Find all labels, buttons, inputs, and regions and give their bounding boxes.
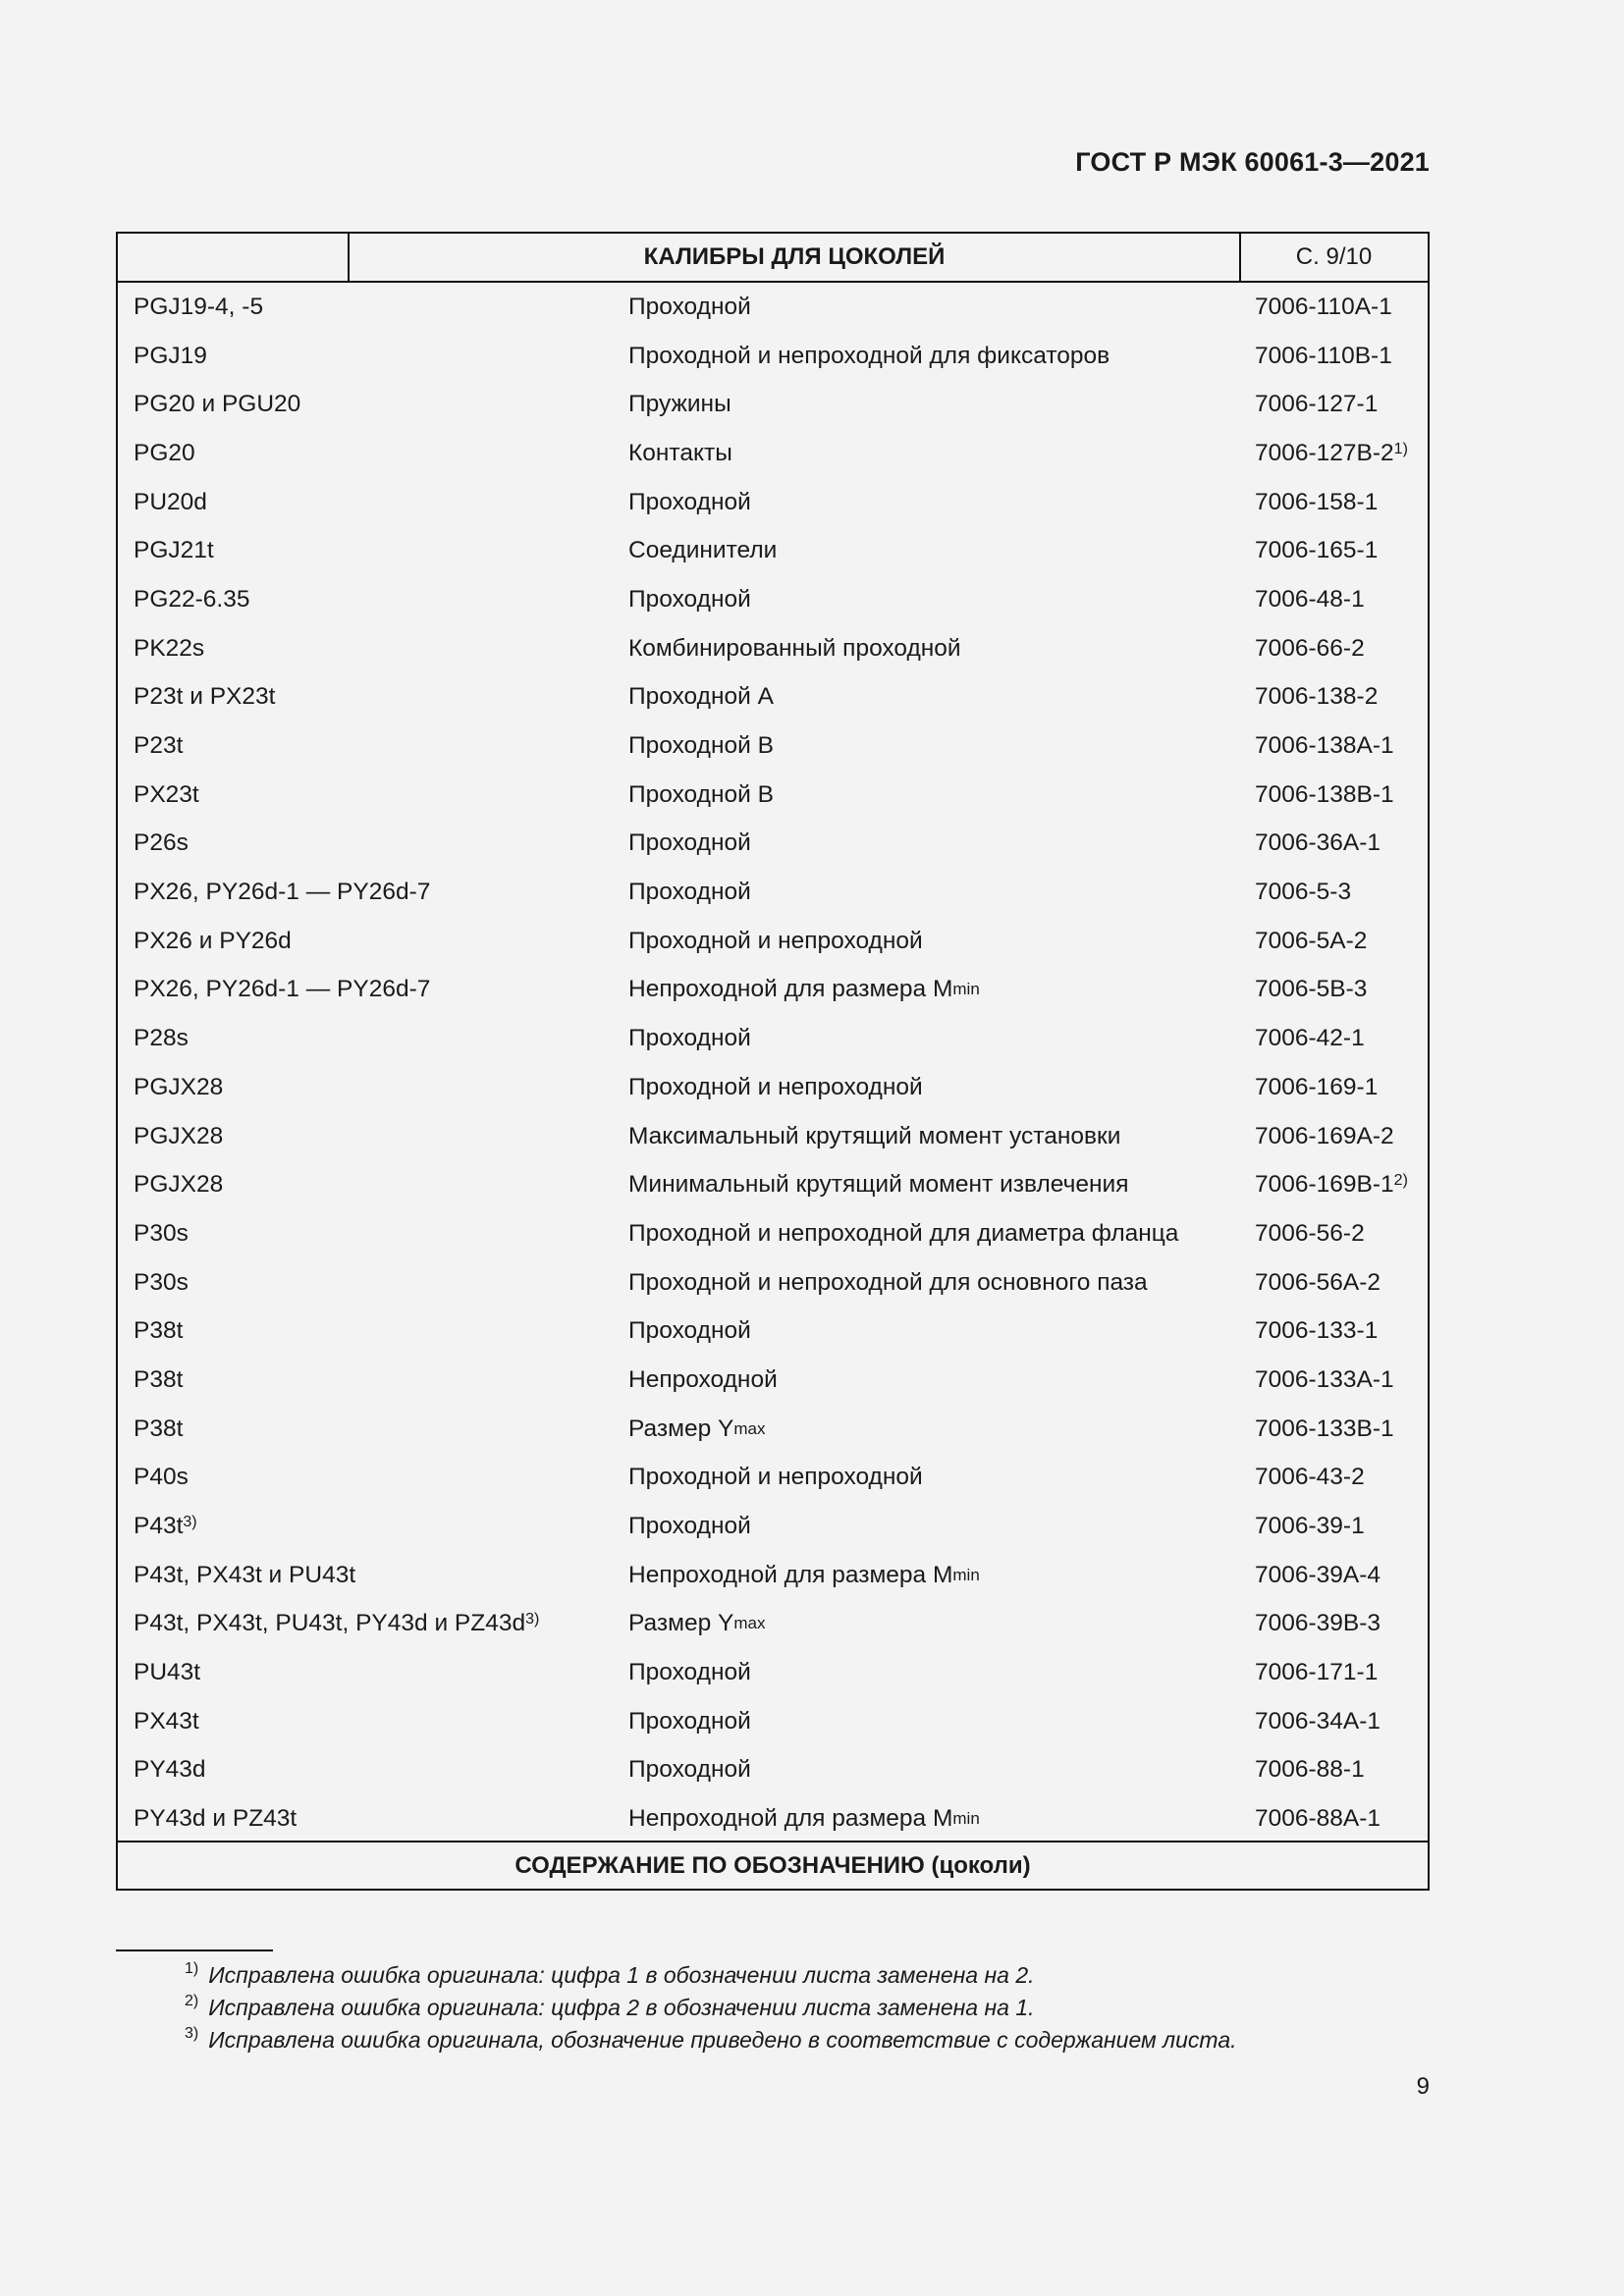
gauge-type-cell [628,1502,751,1551]
table-row [118,1063,1428,1112]
gauge-type-cell [628,1697,751,1746]
gauge-type-cell-text: Проходной [628,1756,751,1784]
table-row [118,575,1428,624]
base-cell-text: PG22-6.35 [134,585,250,613]
table-row [118,478,1428,527]
table-row [118,1697,1428,1746]
gauge-type-cell [628,1746,751,1795]
table-row [118,1014,1428,1063]
gauge-type-cell-text: Минимальный крутящий момент извлечения [628,1171,1129,1199]
base-cell-text: PY43d и PZ43t [134,1805,298,1833]
table-footer: СОДЕРЖАНИЕ ПО ОБОЗНАЧЕНИЮ (цоколи) [118,1841,1428,1889]
gauge-type-cell-text: Проходной [628,829,751,857]
gauge-type-cell-text: Размер Y [628,1415,734,1442]
base-cell [134,429,195,478]
gauge-type-cell-text: Пружины [628,391,731,418]
base-cell-text: PGJ19-4, -5 [134,293,264,320]
base-cell [134,1160,223,1209]
gauge-type-cell-text: Проходной [628,1513,751,1540]
gauge-type-cell: Размер Y max [628,1610,766,1637]
table-body [118,283,1428,1843]
sheet-number-cell-text: 7006-133A-1 [1255,1365,1394,1393]
base-cell-text: PX43t [134,1707,199,1735]
sheet-number-cell-text: 7006-133B-1 [1255,1415,1394,1442]
sheet-number-cell-text: 7006-39B-3 [1255,1610,1381,1637]
table-row [118,917,1428,966]
table-title: КАЛИБРЫ ДЛЯ ЦОКОЛЕЙ [350,234,1241,281]
base-cell-text: P23t и PX23t [134,683,276,711]
sheet-number-cell-text: 7006-56A-2 [1255,1268,1381,1296]
table-page-label: С. 9/10 [1295,243,1373,270]
gauge-type-cell-text: Проходной [628,293,751,320]
sheet-number-cell-text: 7006-110B-1 [1255,342,1392,369]
gauge-type-cell-text: Проходной и непроходной [628,1464,923,1491]
sheet-number-cell-text: 7006-127B-2 [1255,439,1394,466]
base-cell [134,771,199,820]
base-cell-text: P26s [134,829,189,857]
base-cell-text: PGJX28 [134,1122,224,1149]
base-cell-text: PGJ21t [134,537,214,564]
gauge-type-cell-text: Максимальный крутящий момент установки [628,1122,1121,1149]
table-row [118,283,1428,332]
gauges-table [116,232,1430,1891]
gauge-type-cell [628,624,961,673]
gauge-type-cell-text: Непроходной [628,1365,778,1393]
sheet-number-cell-text: 7006-43-2 [1255,1464,1365,1491]
footnote [185,2024,1237,2056]
sheet-number-cell: 7006-169B-1 $^{2)}$ [1255,1171,1408,1199]
gauge-type-cell [628,283,751,332]
table-row [118,1209,1428,1258]
base-cell-text: PU20d [134,488,207,515]
table-row [118,1502,1428,1551]
document-code: ГОСТ Р МЭК 60061-3—2021 [1075,147,1430,177]
base-cell-text: PX23t [134,780,199,808]
table-row [118,1454,1428,1503]
sheet-number-cell-text: 7006-127-1 [1255,391,1379,418]
base-cell [134,1648,200,1697]
sheet-number-cell-text: 7006-34A-1 [1255,1707,1381,1735]
sheet-number-cell [1255,575,1365,624]
sheet-number-cell [1255,1209,1365,1258]
table-row [118,1356,1428,1405]
sheet-number-cell-text: 7006-56-2 [1255,1219,1365,1247]
sheet-number-cell-text: 7006-138-2 [1255,683,1379,711]
base-cell-text: P23t [134,732,184,760]
sheet-number-cell-text: 7006-138B-1 [1255,780,1394,808]
sheet-number-cell [1255,917,1367,966]
sheet-number-cell-text: 7006-169-1 [1255,1073,1379,1100]
base-cell-text: PGJX28 [134,1171,224,1199]
gauge-type-cell-text: Проходной [628,1025,751,1052]
gauge-type-cell-text: Проходной B [628,732,774,760]
gauge-type-cell-text: Соединители [628,537,778,564]
gauge-type-cell-text: Проходной и непроходной для диаметра фланца [628,1219,1179,1247]
gauge-type-cell-text: Проходной и непроходной [628,927,923,954]
sheet-number-cell-text: 7006-39-1 [1255,1513,1365,1540]
base-cell [134,1014,189,1063]
footnotes [185,1959,1237,2056]
gauge-type-cell [628,820,751,869]
table-row [118,1112,1428,1161]
sheet-number-cell-text: 7006-48-1 [1255,585,1365,613]
base-cell [134,1063,223,1112]
gauge-type-cell [628,771,774,820]
sheet-number-cell-text: 7006-5B-3 [1255,976,1368,1003]
base-cell [134,478,207,527]
sheet-number-cell [1255,380,1378,429]
base-cell: P43t, PX43t, PU43t, PY43d и PZ43d $^{3)}$ [134,1610,540,1637]
base-cell-text: P38t [134,1365,184,1393]
sheet-number-cell-text: 7006-158-1 [1255,488,1379,515]
gauge-type-cell-text: Размер Y [628,1610,734,1637]
base-cell-text: PGJX28 [134,1073,224,1100]
sheet-number-cell [1255,721,1394,771]
base-cell-text: P43t, PX43t, PU43t, PY43d и PZ43d [134,1610,526,1637]
table-row [118,1258,1428,1308]
gauge-type-cell [628,526,777,575]
table-row [118,820,1428,869]
sheet-number-cell-text: 7006-138A-1 [1255,732,1394,760]
gauge-type-cell [628,478,751,527]
base-cell-text: PK22s [134,634,205,662]
gauge-type-cell: Непроходной для размера M min [628,1805,980,1833]
sheet-number-cell-text: 7006-88A-1 [1255,1805,1381,1833]
gauge-type-cell [628,1063,923,1112]
sheet-number-cell-text: 7006-88-1 [1255,1756,1365,1784]
table-row [118,332,1428,381]
sheet-number-cell [1255,1551,1380,1600]
sheet-number-cell [1255,1258,1380,1308]
sheet-number-cell-text: 7006-36A-1 [1255,829,1381,857]
base-cell-text: P28s [134,1025,189,1052]
gauge-type-cell [628,1209,1178,1258]
base-cell [134,820,189,869]
sheet-number-cell [1255,1356,1394,1405]
footnote-mark: 3) [185,2024,199,2042]
sheet-number-cell [1255,1454,1365,1503]
gauge-type-cell [628,380,731,429]
base-cell-text: P30s [134,1219,189,1247]
gauge-type-cell-text: Проходной и непроходной для фиксаторов [628,342,1110,369]
sheet-number-cell [1255,1746,1365,1795]
table-row [118,721,1428,771]
gauge-type-cell [628,1112,1120,1161]
base-cell [134,1112,223,1161]
sheet-number-cell [1255,1014,1365,1063]
base-cell [134,380,300,429]
gauge-type-cell [628,575,751,624]
sheet-number-cell-text: 7006-171-1 [1255,1659,1379,1686]
gauge-type-cell [628,673,774,722]
footnote-text: Исправлена ошибка оригинала, обозначение приведено в соответствие с содержанием листа. [208,2027,1237,2053]
gauge-type-cell-text: Непроходной для размера M [628,1805,953,1833]
sheet-number-cell-text: 7006-66-2 [1255,634,1365,662]
footnote-divider [116,1949,273,1951]
sheet-number-cell [1255,1697,1380,1746]
gauge-type-cell-text: Контакты [628,439,732,466]
base-cell-text: PG20 [134,439,195,466]
base-cell [134,966,430,1015]
gauge-type-cell-text: Проходной [628,1707,751,1735]
base-cell [134,1307,183,1356]
sheet-number-cell-text: 7006-169B-1 [1255,1171,1394,1199]
base-cell-text: PY43d [134,1756,206,1784]
gauge-type-cell [628,429,732,478]
base-cell [134,575,250,624]
footnote-text: Исправлена ошибка оригинала: цифра 2 в обозначении листа заменена на 1. [208,1995,1035,2020]
gauge-type-cell-text: Проходной A [628,683,774,711]
sheet-number-cell [1255,283,1392,332]
sheet-number-cell-text: 7006-5A-2 [1255,927,1368,954]
page-number: 9 [1416,2073,1430,2100]
gauge-type-cell-text: Проходной [628,488,751,515]
gauge-type-cell: Непроходной для размера M min [628,1561,980,1588]
sheet-number-cell [1255,1600,1380,1649]
title-empty-cell [118,234,350,281]
base-cell: P43t $^{3)}$ [134,1513,197,1540]
sheet-number-cell-text: 7006-165-1 [1255,537,1379,564]
footnote-mark: 1) [185,1959,199,1977]
base-cell [134,283,263,332]
base-cell [134,1258,189,1308]
sheet-number-cell [1255,526,1378,575]
sheet-number-cell-text: 7006-133-1 [1255,1317,1379,1345]
base-cell [134,624,204,673]
gauge-type-cell-text: Проходной [628,879,751,906]
base-cell [134,1794,297,1843]
gauge-type-cell-text: Проходной B [628,780,774,808]
base-cell [134,526,214,575]
gauge-type-cell [628,332,1110,381]
gauge-type-cell [628,1307,751,1356]
table-row [118,1794,1428,1843]
sheet-number-cell [1255,1648,1378,1697]
base-cell [134,917,292,966]
footnote-mark: 2) [185,1992,199,2009]
gauge-type-cell [628,1648,751,1697]
sheet-number-cell [1255,868,1351,917]
sheet-number-cell-text: 7006-42-1 [1255,1025,1365,1052]
gauge-type-cell-text: Проходной и непроходной [628,1073,923,1100]
gauge-type-cell [628,1160,1128,1209]
footnote [185,1959,1237,1992]
footnote-text: Исправлена ошибка оригинала: цифра 1 в обозначении листа заменена на 2. [208,1962,1035,1988]
table-row [118,526,1428,575]
base-cell [134,1209,189,1258]
sheet-number-cell [1255,1405,1394,1454]
table-row [118,1160,1428,1209]
table-row [118,624,1428,673]
base-cell [134,1454,189,1503]
sheet-number-cell [1255,624,1365,673]
footnote [185,1992,1237,2024]
gauge-type-cell-text: Проходной [628,1317,751,1345]
gauge-type-cell-text: Проходной [628,1659,751,1686]
base-cell-text: PX26, PY26d-1 — PY26d-7 [134,879,431,906]
table-row [118,868,1428,917]
sheet-number-cell [1255,1794,1380,1843]
gauge-type-cell-text: Непроходной для размера M [628,976,953,1003]
table-title-row [118,234,1428,283]
gauge-type-cell [628,868,751,917]
sheet-number-cell [1255,820,1380,869]
sheet-number-cell [1255,771,1394,820]
gauge-type-cell [628,721,774,771]
table-row [118,1600,1428,1649]
base-cell [134,1356,183,1405]
table-row [118,380,1428,429]
sheet-number-cell [1255,332,1392,381]
base-cell [134,673,275,722]
base-cell-text: P38t [134,1415,184,1442]
gauge-type-cell-text: Проходной и непроходной для основного паза [628,1268,1148,1296]
base-cell-text: P40s [134,1464,189,1491]
base-cell-text: P38t [134,1317,184,1345]
gauge-type-cell-text: Комбинированный проходной [628,634,961,662]
gauge-type-cell [628,917,923,966]
base-cell [134,1551,355,1600]
base-cell-text: P43t, PX43t и PU43t [134,1561,356,1588]
table-row [118,429,1428,478]
sheet-number-cell [1255,1112,1394,1161]
sheet-number-cell [1255,1502,1365,1551]
table-row [118,771,1428,820]
gauge-type-cell: Размер Y max [628,1415,766,1442]
base-cell [134,721,183,771]
sheet-number-cell-text: 7006-169A-2 [1255,1122,1394,1149]
base-cell [134,1405,183,1454]
base-cell [134,1697,199,1746]
table-row [118,1648,1428,1697]
gauge-type-cell-text: Непроходной для размера M [628,1561,953,1588]
base-cell [134,868,430,917]
gauge-type-cell [628,1356,778,1405]
gauge-type-cell [628,1014,751,1063]
gauge-type-cell-text: Проходной [628,585,751,613]
sheet-number-cell [1255,673,1378,722]
table-row [118,1551,1428,1600]
gauge-type-cell: Непроходной для размера M min [628,976,980,1003]
sheet-number-cell [1255,478,1378,527]
table-row [118,1746,1428,1795]
gauge-type-cell [628,1258,1148,1308]
base-cell-text: P43t [134,1513,184,1540]
sheet-number-cell-text: 7006-110A-1 [1255,293,1392,320]
base-cell [134,1746,206,1795]
table-row [118,1307,1428,1356]
base-cell-text: P30s [134,1268,189,1296]
table-row [118,673,1428,722]
gauge-type-cell [628,1454,923,1503]
base-cell-text: PG20 и PGU20 [134,391,301,418]
base-cell-text: PX26 и PY26d [134,927,292,954]
sheet-number-cell [1255,1307,1378,1356]
table-row [118,966,1428,1015]
sheet-number-cell [1255,966,1367,1015]
table-row [118,1405,1428,1454]
sheet-number-cell: 7006-127B-2 $^{1)}$ [1255,439,1408,466]
sheet-number-cell [1255,1063,1378,1112]
sheet-number-cell-text: 7006-5-3 [1255,879,1352,906]
base-cell-text: PX26, PY26d-1 — PY26d-7 [134,976,431,1003]
base-cell [134,332,207,381]
base-cell-text: PU43t [134,1659,201,1686]
sheet-number-cell-text: 7006-39A-4 [1255,1561,1381,1588]
base-cell-text: PGJ19 [134,342,207,369]
